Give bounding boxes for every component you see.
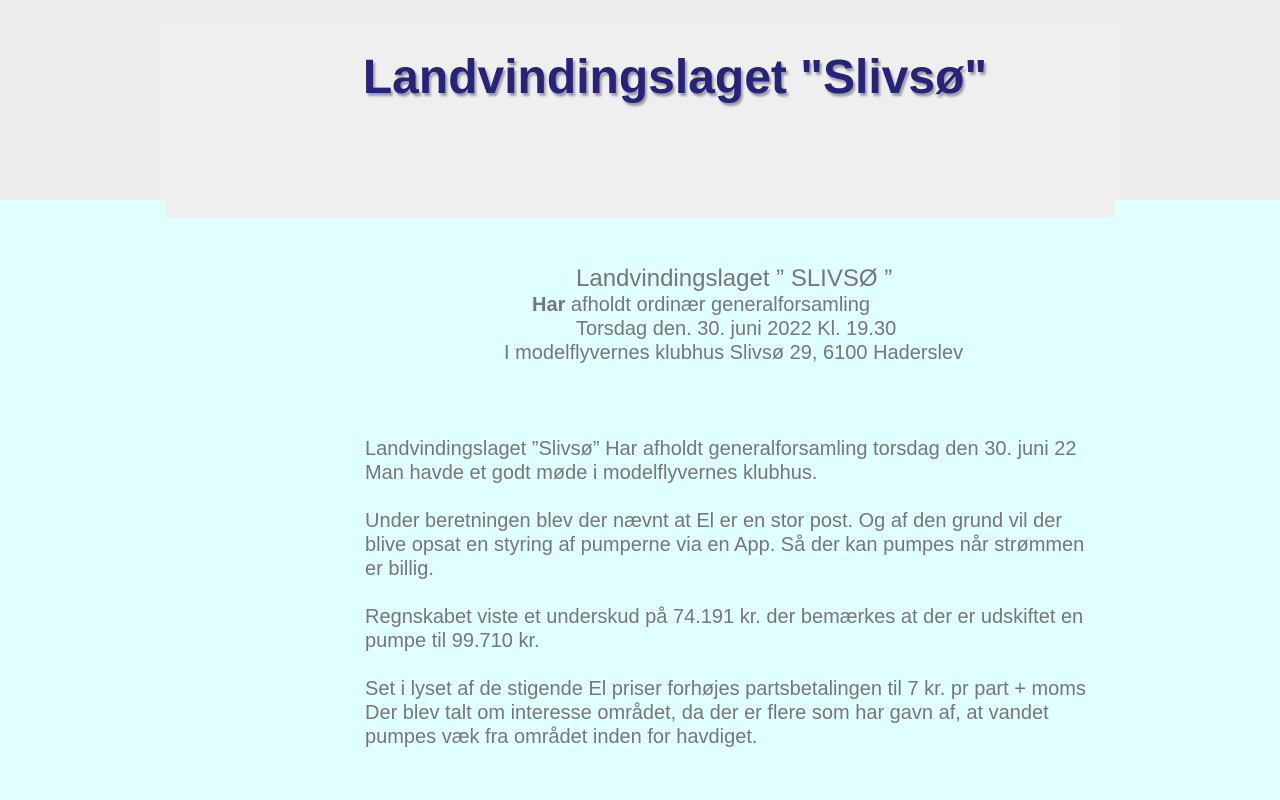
notice-heading: Landvindingslaget ” SLIVSØ ” bbox=[576, 265, 893, 292]
site-title: Landvindingslaget "Slivsø" bbox=[362, 51, 988, 104]
notice-subline-bold: Har bbox=[532, 294, 566, 316]
paragraph-pricing bbox=[365, 677, 1105, 749]
paragraph-summary bbox=[365, 437, 1105, 485]
paragraph-line: Set i lyset af de stigende El priser forhøjes partsbetalingen til 7 kr. pr part + moms bbox=[365, 678, 1086, 700]
paragraph-line: Under beretningen blev der nævnt at El er en stor post. Og af den grund vil der blive opsat en styring af pumperne via en App. Så der kan pumpes når strømmen er billig. bbox=[365, 510, 1085, 580]
notice-location: I modelflyvernes klubhus Slivsø 29, 6100 Haderslev bbox=[504, 342, 964, 364]
paragraph-line: Regnskabet viste et underskud på 74.191 kr. der bemærkes at der er udskiftet en pumpe til 99.710 kr. bbox=[365, 606, 1084, 652]
paragraph-line: Der blev talt om interesse området, da der er flere som har gavn af, at vandet pumpes væk fra området inden for havdiget. bbox=[365, 702, 1049, 748]
meeting-notice bbox=[365, 262, 1105, 382]
notice-subline-rest: afholdt ordinær generalforsamling bbox=[565, 294, 870, 316]
paragraph-report bbox=[365, 509, 1105, 581]
notice-subline bbox=[532, 293, 870, 317]
main-content bbox=[365, 262, 1105, 748]
paragraph-line: Landvindingslaget ”Slivsø” Har afholdt generalforsamling torsdag den 30. juni 22 bbox=[365, 438, 1077, 460]
site-header bbox=[165, 22, 1115, 217]
paragraph-line: Man havde et godt møde i modelflyvernes klubhus. bbox=[365, 462, 818, 484]
paragraph-accounts bbox=[365, 605, 1105, 653]
article-body bbox=[365, 437, 1105, 773]
notice-date: Torsdag den. 30. juni 2022 Kl. 19.30 bbox=[576, 318, 897, 340]
